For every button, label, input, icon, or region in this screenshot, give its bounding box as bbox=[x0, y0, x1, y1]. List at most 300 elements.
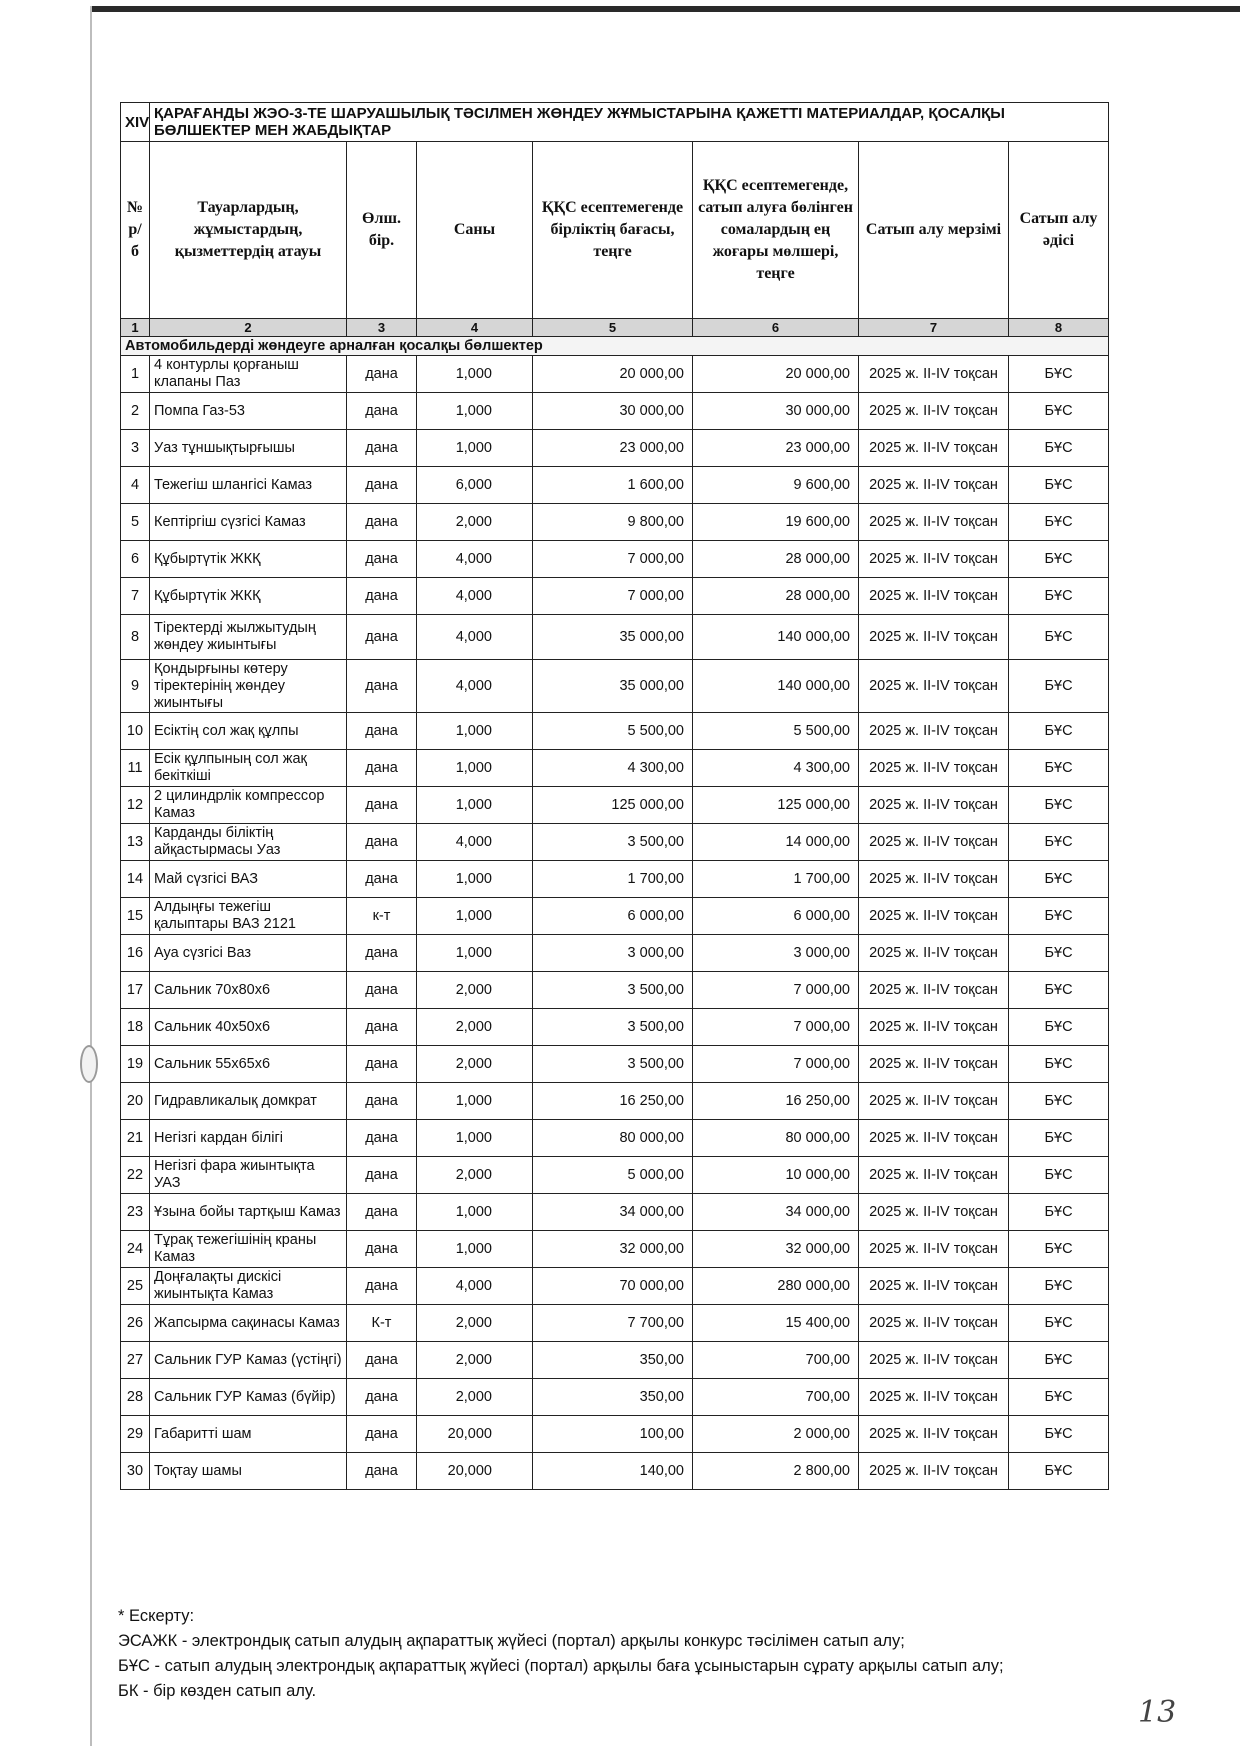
item-name: Есіктің сол жақ құлпы bbox=[150, 713, 347, 750]
procurement-term-cell: 2025 ж. II-IV тоқсан bbox=[859, 660, 1009, 713]
total-amount-cell: 15 400,00 bbox=[693, 1305, 859, 1342]
table-row bbox=[121, 972, 1109, 1009]
column-number: 2 bbox=[150, 319, 347, 337]
item-name: Негізгі кардан білігі bbox=[150, 1120, 347, 1157]
table-row bbox=[121, 356, 1109, 393]
procurement-method-cell: БҰС bbox=[1009, 578, 1109, 615]
unit-price-cell: 3 500,00 bbox=[533, 1046, 693, 1083]
total-amount-cell: 140 000,00 bbox=[693, 660, 859, 713]
procurement-term-cell: 2025 ж. II-IV тоқсан bbox=[859, 578, 1009, 615]
unit-cell: дана bbox=[347, 861, 417, 898]
procurement-method-cell: БҰС bbox=[1009, 861, 1109, 898]
section-label-row bbox=[121, 337, 1109, 356]
total-amount-cell: 140 000,00 bbox=[693, 615, 859, 660]
item-name: Уаз тұншықтырғышы bbox=[150, 430, 347, 467]
unit-price-cell: 350,00 bbox=[533, 1342, 693, 1379]
procurement-method-cell: БҰС bbox=[1009, 393, 1109, 430]
item-name: Помпа Газ-53 bbox=[150, 393, 347, 430]
column-header: Тауарлардың, жұмыстардың, қызметтердің атауы bbox=[150, 142, 347, 319]
total-amount-cell: 3 000,00 bbox=[693, 935, 859, 972]
total-amount-cell: 5 500,00 bbox=[693, 713, 859, 750]
column-header: ҚҚС есептемегенде бірліктің бағасы, теңге bbox=[533, 142, 693, 319]
procurement-method-cell: БҰС bbox=[1009, 467, 1109, 504]
row-number: 1 bbox=[121, 356, 150, 393]
row-number: 8 bbox=[121, 615, 150, 660]
item-name: Май сүзгісі ВАЗ bbox=[150, 861, 347, 898]
procurement-method-cell: БҰС bbox=[1009, 713, 1109, 750]
quantity-cell: 2,000 bbox=[417, 1046, 533, 1083]
table-row bbox=[121, 578, 1109, 615]
quantity-cell: 2,000 bbox=[417, 504, 533, 541]
table-row bbox=[121, 660, 1109, 713]
procurement-method-cell: БҰС bbox=[1009, 504, 1109, 541]
procurement-method-cell: БҰС bbox=[1009, 1416, 1109, 1453]
unit-cell: дана bbox=[347, 1120, 417, 1157]
total-amount-cell: 125 000,00 bbox=[693, 787, 859, 824]
table-row bbox=[121, 1305, 1109, 1342]
unit-cell: дана bbox=[347, 467, 417, 504]
unit-price-cell: 16 250,00 bbox=[533, 1083, 693, 1120]
procurement-method-cell: БҰС bbox=[1009, 1231, 1109, 1268]
quantity-cell: 2,000 bbox=[417, 1379, 533, 1416]
table-row bbox=[121, 713, 1109, 750]
unit-cell: дана bbox=[347, 750, 417, 787]
procurement-term-cell: 2025 ж. II-IV тоқсан bbox=[859, 1379, 1009, 1416]
unit-price-cell: 3 500,00 bbox=[533, 972, 693, 1009]
total-amount-cell: 23 000,00 bbox=[693, 430, 859, 467]
unit-price-cell: 4 300,00 bbox=[533, 750, 693, 787]
total-amount-cell: 34 000,00 bbox=[693, 1194, 859, 1231]
row-number: 20 bbox=[121, 1083, 150, 1120]
total-amount-cell: 1 700,00 bbox=[693, 861, 859, 898]
unit-price-cell: 3 500,00 bbox=[533, 1009, 693, 1046]
unit-cell: дана bbox=[347, 1046, 417, 1083]
column-header: Саны bbox=[417, 142, 533, 319]
table-title: ҚАРАҒАНДЫ ЖЭО-3-ТЕ ШАРУАШЫЛЫҚ ТӘСІЛМЕН ЖӨНДЕУ ЖҰМЫСТАРЫНА ҚАЖЕТТІ МАТЕРИАЛДАР, ҚОСАЛҚЫ БӨЛШЕКТЕР МЕН ЖАБДЫҚТАР bbox=[150, 103, 1109, 142]
unit-price-cell: 35 000,00 bbox=[533, 615, 693, 660]
unit-cell: дана bbox=[347, 1379, 417, 1416]
procurement-term-cell: 2025 ж. II-IV тоқсан bbox=[859, 1194, 1009, 1231]
unit-price-cell: 35 000,00 bbox=[533, 660, 693, 713]
item-name: Қондырғыны көтеру тіректерінің жөндеу жиынтығы bbox=[150, 660, 347, 713]
procurement-method-cell: БҰС bbox=[1009, 898, 1109, 935]
procurement-term-cell: 2025 ж. II-IV тоқсан bbox=[859, 1416, 1009, 1453]
row-number: 21 bbox=[121, 1120, 150, 1157]
item-name: Тежегіш шлангісі Камаз bbox=[150, 467, 347, 504]
quantity-cell: 2,000 bbox=[417, 972, 533, 1009]
row-number: 18 bbox=[121, 1009, 150, 1046]
quantity-cell: 2,000 bbox=[417, 1157, 533, 1194]
unit-cell: дана bbox=[347, 430, 417, 467]
unit-cell: дана bbox=[347, 1231, 417, 1268]
procurement-method-cell: БҰС bbox=[1009, 615, 1109, 660]
procurement-term-cell: 2025 ж. II-IV тоқсан bbox=[859, 1342, 1009, 1379]
unit-cell: дана bbox=[347, 578, 417, 615]
table-row bbox=[121, 430, 1109, 467]
quantity-cell: 1,000 bbox=[417, 1194, 533, 1231]
column-number: 6 bbox=[693, 319, 859, 337]
unit-price-cell: 23 000,00 bbox=[533, 430, 693, 467]
procurement-method-cell: БҰС bbox=[1009, 972, 1109, 1009]
procurement-term-cell: 2025 ж. II-IV тоқсан bbox=[859, 1120, 1009, 1157]
unit-cell: дана bbox=[347, 541, 417, 578]
quantity-cell: 6,000 bbox=[417, 467, 533, 504]
procurement-method-cell: БҰС bbox=[1009, 1120, 1109, 1157]
procurement-term-cell: 2025 ж. II-IV тоқсан bbox=[859, 393, 1009, 430]
unit-cell: дана bbox=[347, 1009, 417, 1046]
table-row bbox=[121, 1231, 1109, 1268]
quantity-cell: 1,000 bbox=[417, 1120, 533, 1157]
unit-price-cell: 9 800,00 bbox=[533, 504, 693, 541]
quantity-cell: 4,000 bbox=[417, 824, 533, 861]
item-name: Ұзына бойы тартқыш Камаз bbox=[150, 1194, 347, 1231]
procurement-term-cell: 2025 ж. II-IV тоқсан bbox=[859, 750, 1009, 787]
unit-price-cell: 7 000,00 bbox=[533, 541, 693, 578]
quantity-cell: 1,000 bbox=[417, 393, 533, 430]
procurement-method-cell: БҰС bbox=[1009, 660, 1109, 713]
row-number: 19 bbox=[121, 1046, 150, 1083]
row-number: 15 bbox=[121, 898, 150, 935]
row-number: 26 bbox=[121, 1305, 150, 1342]
total-amount-cell: 9 600,00 bbox=[693, 467, 859, 504]
item-name: Тұрақ тежегішінің краны Камаз bbox=[150, 1231, 347, 1268]
unit-price-cell: 6 000,00 bbox=[533, 898, 693, 935]
unit-price-cell: 350,00 bbox=[533, 1379, 693, 1416]
procurement-method-cell: БҰС bbox=[1009, 1342, 1109, 1379]
table-row bbox=[121, 787, 1109, 824]
section-label: Автомобильдерді жөндеуге арналған қосалқы бөлшектер bbox=[121, 337, 1109, 356]
row-number: 30 bbox=[121, 1453, 150, 1490]
item-name: Кептіргіш сүзгісі Камаз bbox=[150, 504, 347, 541]
column-header: ҚҚС есептемегенде, сатып алуға бөлінген сомалардың ең жоғары мөлшері, теңге bbox=[693, 142, 859, 319]
quantity-cell: 20,000 bbox=[417, 1453, 533, 1490]
item-name: 4 контурлы қорғаныш клапаны Паз bbox=[150, 356, 347, 393]
procurement-term-cell: 2025 ж. II-IV тоқсан bbox=[859, 1231, 1009, 1268]
procurement-term-cell: 2025 ж. II-IV тоқсан bbox=[859, 1268, 1009, 1305]
note-line: ЭСАЖК - электрондық сатып алудың ақпараттық жүйесі (портал) арқылы конкурс тәсілімен сатып алу; bbox=[118, 1632, 905, 1650]
note-line: БК - бір көзден сатып алу. bbox=[118, 1682, 317, 1700]
unit-cell: дана bbox=[347, 615, 417, 660]
total-amount-cell: 4 300,00 bbox=[693, 750, 859, 787]
unit-cell: дана bbox=[347, 824, 417, 861]
quantity-cell: 1,000 bbox=[417, 750, 533, 787]
procurement-method-cell: БҰС bbox=[1009, 1453, 1109, 1490]
item-name: Доңғалақты дискісі жиынтықта Камаз bbox=[150, 1268, 347, 1305]
unit-price-cell: 1 700,00 bbox=[533, 861, 693, 898]
procurement-method-cell: БҰС bbox=[1009, 787, 1109, 824]
total-amount-cell: 2 000,00 bbox=[693, 1416, 859, 1453]
unit-price-cell: 7 700,00 bbox=[533, 1305, 693, 1342]
item-name: Сальник ГУР Камаз (бүйір) bbox=[150, 1379, 347, 1416]
total-amount-cell: 20 000,00 bbox=[693, 356, 859, 393]
column-header: Сатып алу әдісі bbox=[1009, 142, 1109, 319]
row-number: 23 bbox=[121, 1194, 150, 1231]
unit-cell: дана bbox=[347, 1083, 417, 1120]
table-row bbox=[121, 1009, 1109, 1046]
procurement-method-cell: БҰС bbox=[1009, 541, 1109, 578]
unit-cell: к-т bbox=[347, 898, 417, 935]
unit-cell: дана bbox=[347, 1416, 417, 1453]
table-row bbox=[121, 615, 1109, 660]
unit-price-cell: 100,00 bbox=[533, 1416, 693, 1453]
unit-price-cell: 70 000,00 bbox=[533, 1268, 693, 1305]
unit-price-cell: 20 000,00 bbox=[533, 356, 693, 393]
unit-price-cell: 3 000,00 bbox=[533, 935, 693, 972]
unit-price-cell: 1 600,00 bbox=[533, 467, 693, 504]
row-number: 13 bbox=[121, 824, 150, 861]
total-amount-cell: 7 000,00 bbox=[693, 972, 859, 1009]
procurement-table bbox=[120, 102, 1109, 1490]
column-header-row bbox=[121, 142, 1109, 319]
procurement-term-cell: 2025 ж. II-IV тоқсан bbox=[859, 1046, 1009, 1083]
total-amount-cell: 700,00 bbox=[693, 1342, 859, 1379]
item-name: Габаритті шам bbox=[150, 1416, 347, 1453]
item-name: Құбыртүтік ЖКҚ bbox=[150, 541, 347, 578]
row-number: 2 bbox=[121, 393, 150, 430]
table-row bbox=[121, 1046, 1109, 1083]
item-name: Сальник ГУР Камаз (үстіңгі) bbox=[150, 1342, 347, 1379]
unit-cell: дана bbox=[347, 393, 417, 430]
total-amount-cell: 30 000,00 bbox=[693, 393, 859, 430]
row-number: 7 bbox=[121, 578, 150, 615]
column-number: 5 bbox=[533, 319, 693, 337]
total-amount-cell: 2 800,00 bbox=[693, 1453, 859, 1490]
scan-top-edge bbox=[90, 6, 1240, 12]
page-number: 13 bbox=[1138, 1695, 1177, 1730]
procurement-method-cell: БҰС bbox=[1009, 750, 1109, 787]
table-row bbox=[121, 541, 1109, 578]
quantity-cell: 2,000 bbox=[417, 1342, 533, 1379]
procurement-term-cell: 2025 ж. II-IV тоқсан bbox=[859, 1009, 1009, 1046]
row-number: 28 bbox=[121, 1379, 150, 1416]
table-row bbox=[121, 1416, 1109, 1453]
procurement-term-cell: 2025 ж. II-IV тоқсан bbox=[859, 1083, 1009, 1120]
procurement-method-cell: БҰС bbox=[1009, 1046, 1109, 1083]
table-row bbox=[121, 393, 1109, 430]
total-amount-cell: 19 600,00 bbox=[693, 504, 859, 541]
total-amount-cell: 80 000,00 bbox=[693, 1120, 859, 1157]
table-row bbox=[121, 861, 1109, 898]
row-number: 27 bbox=[121, 1342, 150, 1379]
quantity-cell: 4,000 bbox=[417, 1268, 533, 1305]
unit-price-cell: 3 500,00 bbox=[533, 824, 693, 861]
total-amount-cell: 32 000,00 bbox=[693, 1231, 859, 1268]
row-number: 4 bbox=[121, 467, 150, 504]
unit-cell: дана bbox=[347, 660, 417, 713]
row-number: 3 bbox=[121, 430, 150, 467]
table-row bbox=[121, 1083, 1109, 1120]
procurement-term-cell: 2025 ж. II-IV тоқсан bbox=[859, 861, 1009, 898]
quantity-cell: 2,000 bbox=[417, 1305, 533, 1342]
column-number: 8 bbox=[1009, 319, 1109, 337]
item-name: Тіректерді жылжытудың жөндеу жиынтығы bbox=[150, 615, 347, 660]
row-number: 16 bbox=[121, 935, 150, 972]
quantity-cell: 1,000 bbox=[417, 935, 533, 972]
total-amount-cell: 7 000,00 bbox=[693, 1009, 859, 1046]
total-amount-cell: 16 250,00 bbox=[693, 1083, 859, 1120]
procurement-method-cell: БҰС bbox=[1009, 1157, 1109, 1194]
procurement-method-cell: БҰС bbox=[1009, 1009, 1109, 1046]
table-row bbox=[121, 824, 1109, 861]
table-row bbox=[121, 750, 1109, 787]
procurement-term-cell: 2025 ж. II-IV тоқсан bbox=[859, 430, 1009, 467]
unit-cell: дана bbox=[347, 356, 417, 393]
row-number: 10 bbox=[121, 713, 150, 750]
unit-price-cell: 5 500,00 bbox=[533, 713, 693, 750]
row-number: 24 bbox=[121, 1231, 150, 1268]
procurement-term-cell: 2025 ж. II-IV тоқсан bbox=[859, 356, 1009, 393]
unit-cell: К-т bbox=[347, 1305, 417, 1342]
binder-hole bbox=[80, 1045, 98, 1083]
procurement-term-cell: 2025 ж. II-IV тоқсан bbox=[859, 467, 1009, 504]
procurement-method-cell: БҰС bbox=[1009, 1194, 1109, 1231]
unit-cell: дана bbox=[347, 1342, 417, 1379]
notes-block bbox=[118, 1604, 1118, 1704]
unit-price-cell: 125 000,00 bbox=[533, 787, 693, 824]
quantity-cell: 4,000 bbox=[417, 541, 533, 578]
unit-cell: дана bbox=[347, 1453, 417, 1490]
total-amount-cell: 700,00 bbox=[693, 1379, 859, 1416]
column-number: 1 bbox=[121, 319, 150, 337]
column-header: Сатып алу мерзімі bbox=[859, 142, 1009, 319]
procurement-term-cell: 2025 ж. II-IV тоқсан bbox=[859, 1453, 1009, 1490]
table-row bbox=[121, 1453, 1109, 1490]
item-name: Алдыңғы тежегіш қалыптары ВАЗ 2121 bbox=[150, 898, 347, 935]
procurement-term-cell: 2025 ж. II-IV тоқсан bbox=[859, 898, 1009, 935]
procurement-method-cell: БҰС bbox=[1009, 1305, 1109, 1342]
procurement-term-cell: 2025 ж. II-IV тоқсан bbox=[859, 615, 1009, 660]
table-row bbox=[121, 935, 1109, 972]
item-name: Тоқтау шамы bbox=[150, 1453, 347, 1490]
procurement-term-cell: 2025 ж. II-IV тоқсан bbox=[859, 935, 1009, 972]
column-number: 7 bbox=[859, 319, 1009, 337]
total-amount-cell: 28 000,00 bbox=[693, 578, 859, 615]
procurement-term-cell: 2025 ж. II-IV тоқсан bbox=[859, 541, 1009, 578]
unit-cell: дана bbox=[347, 1157, 417, 1194]
unit-price-cell: 5 000,00 bbox=[533, 1157, 693, 1194]
quantity-cell: 1,000 bbox=[417, 787, 533, 824]
item-name: Гидравликалық домкрат bbox=[150, 1083, 347, 1120]
quantity-cell: 4,000 bbox=[417, 615, 533, 660]
total-amount-cell: 28 000,00 bbox=[693, 541, 859, 578]
total-amount-cell: 7 000,00 bbox=[693, 1046, 859, 1083]
procurement-method-cell: БҰС bbox=[1009, 1268, 1109, 1305]
procurement-term-cell: 2025 ж. II-IV тоқсан bbox=[859, 713, 1009, 750]
table-row bbox=[121, 1268, 1109, 1305]
procurement-method-cell: БҰС bbox=[1009, 824, 1109, 861]
unit-price-cell: 32 000,00 bbox=[533, 1231, 693, 1268]
column-header: Өлш. бір. bbox=[347, 142, 417, 319]
quantity-cell: 1,000 bbox=[417, 1083, 533, 1120]
table-row bbox=[121, 1194, 1109, 1231]
item-name: 2 цилиндрлік компрессор Камаз bbox=[150, 787, 347, 824]
row-number: 9 bbox=[121, 660, 150, 713]
column-number: 4 bbox=[417, 319, 533, 337]
row-number: 29 bbox=[121, 1416, 150, 1453]
column-number: 3 bbox=[347, 319, 417, 337]
table-row bbox=[121, 1157, 1109, 1194]
procurement-term-cell: 2025 ж. II-IV тоқсан bbox=[859, 504, 1009, 541]
unit-price-cell: 30 000,00 bbox=[533, 393, 693, 430]
procurement-term-cell: 2025 ж. II-IV тоқсан bbox=[859, 824, 1009, 861]
total-amount-cell: 6 000,00 bbox=[693, 898, 859, 935]
item-name: Сальник 40х50х6 bbox=[150, 1009, 347, 1046]
quantity-cell: 1,000 bbox=[417, 356, 533, 393]
item-name: Негізгі фара жиынтықта УАЗ bbox=[150, 1157, 347, 1194]
procurement-term-cell: 2025 ж. II-IV тоқсан bbox=[859, 972, 1009, 1009]
procurement-method-cell: БҰС bbox=[1009, 935, 1109, 972]
procurement-table-container bbox=[120, 102, 1108, 1490]
unit-cell: дана bbox=[347, 1268, 417, 1305]
quantity-cell: 4,000 bbox=[417, 578, 533, 615]
row-number: 5 bbox=[121, 504, 150, 541]
unit-price-cell: 140,00 bbox=[533, 1453, 693, 1490]
item-name: Құбыртүтік ЖКҚ bbox=[150, 578, 347, 615]
total-amount-cell: 280 000,00 bbox=[693, 1268, 859, 1305]
unit-price-cell: 34 000,00 bbox=[533, 1194, 693, 1231]
quantity-cell: 2,000 bbox=[417, 1009, 533, 1046]
unit-cell: дана bbox=[347, 787, 417, 824]
section-code: XIV bbox=[121, 103, 150, 142]
table-title-row bbox=[121, 103, 1109, 142]
procurement-method-cell: БҰС bbox=[1009, 1379, 1109, 1416]
procurement-method-cell: БҰС bbox=[1009, 356, 1109, 393]
scan-left-edge bbox=[90, 6, 92, 1746]
unit-price-cell: 80 000,00 bbox=[533, 1120, 693, 1157]
table-row bbox=[121, 504, 1109, 541]
unit-cell: дана bbox=[347, 504, 417, 541]
row-number: 14 bbox=[121, 861, 150, 898]
table-row bbox=[121, 898, 1109, 935]
table-row bbox=[121, 467, 1109, 504]
procurement-method-cell: БҰС bbox=[1009, 1083, 1109, 1120]
procurement-term-cell: 2025 ж. II-IV тоқсан bbox=[859, 1157, 1009, 1194]
unit-cell: дана bbox=[347, 935, 417, 972]
unit-cell: дана bbox=[347, 1194, 417, 1231]
note-line: БҰС - сатып алудың электрондық ақпараттық жүйесі (портал) арқылы баға ұсыныстарын сұрату арқылы сатып алу; bbox=[118, 1657, 1004, 1675]
quantity-cell: 20,000 bbox=[417, 1416, 533, 1453]
notes-heading: * Ескерту: bbox=[118, 1607, 195, 1625]
item-name: Есік құлпының сол жақ бекіткіші bbox=[150, 750, 347, 787]
row-number: 17 bbox=[121, 972, 150, 1009]
quantity-cell: 4,000 bbox=[417, 660, 533, 713]
column-number-row bbox=[121, 319, 1109, 337]
table-row bbox=[121, 1120, 1109, 1157]
unit-price-cell: 7 000,00 bbox=[533, 578, 693, 615]
quantity-cell: 1,000 bbox=[417, 713, 533, 750]
total-amount-cell: 14 000,00 bbox=[693, 824, 859, 861]
quantity-cell: 1,000 bbox=[417, 430, 533, 467]
procurement-method-cell: БҰС bbox=[1009, 430, 1109, 467]
row-number: 22 bbox=[121, 1157, 150, 1194]
quantity-cell: 1,000 bbox=[417, 1231, 533, 1268]
quantity-cell: 1,000 bbox=[417, 861, 533, 898]
row-number: 6 bbox=[121, 541, 150, 578]
procurement-term-cell: 2025 ж. II-IV тоқсан bbox=[859, 787, 1009, 824]
item-name: Сальник 55х65х6 bbox=[150, 1046, 347, 1083]
unit-cell: дана bbox=[347, 972, 417, 1009]
row-number: 12 bbox=[121, 787, 150, 824]
item-name: Карданды біліктің айқастырмасы Уаз bbox=[150, 824, 347, 861]
column-header: № р/б bbox=[121, 142, 150, 319]
unit-cell: дана bbox=[347, 713, 417, 750]
row-number: 11 bbox=[121, 750, 150, 787]
item-name: Сальник 70х80х6 bbox=[150, 972, 347, 1009]
item-name: Ауа сүзгісі Ваз bbox=[150, 935, 347, 972]
item-name: Жапсырма сақинасы Камаз bbox=[150, 1305, 347, 1342]
total-amount-cell: 10 000,00 bbox=[693, 1157, 859, 1194]
table-body bbox=[121, 356, 1109, 1490]
